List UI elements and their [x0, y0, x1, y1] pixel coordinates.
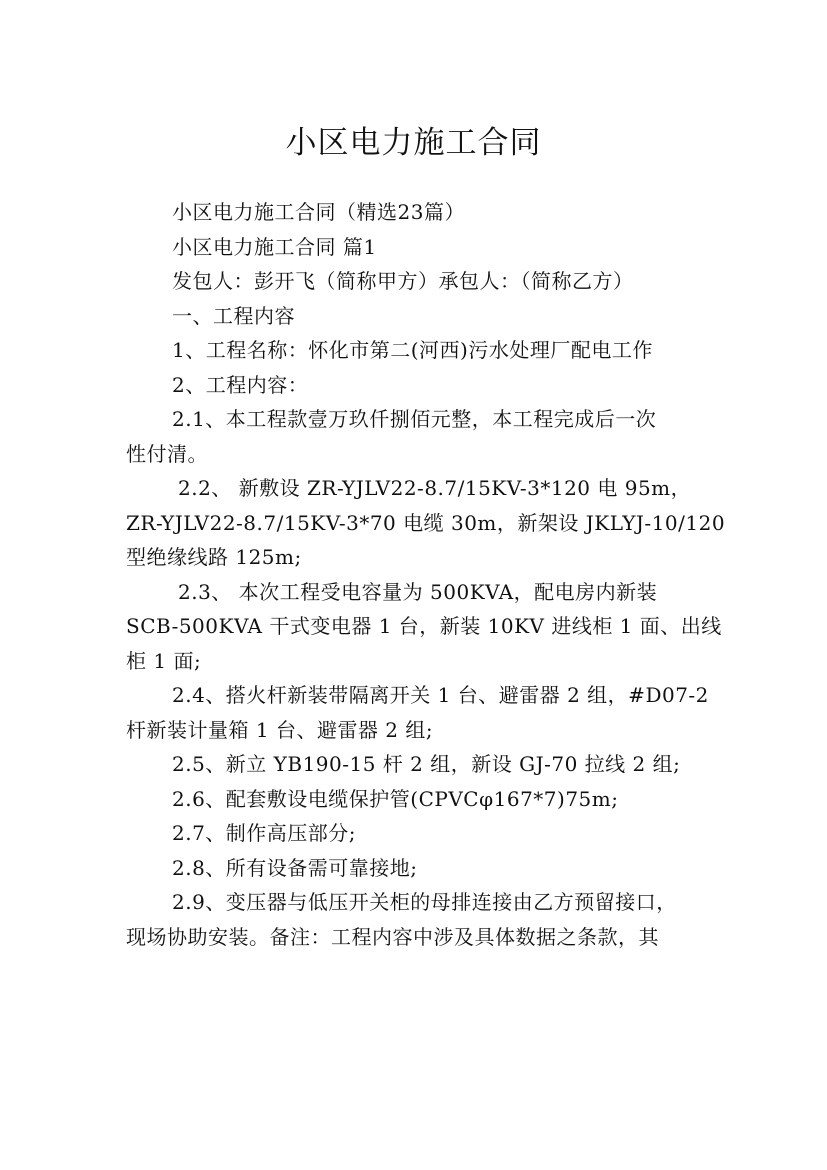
clause-2-2-line-2: ZR-YJLV22-8.7/15KV-3*70 电缆 30m，新架设 JKLYJ-10/120 [126, 510, 726, 535]
clause-2-6: 2.6、配套敷设电缆保护管(CPVCφ167*7)75m; [172, 786, 619, 811]
clause-2-1-line-1: 2.1、本工程款壹万玖仟捌佰元整，本工程完成后一次 [172, 407, 657, 431]
clause-2-3-line-3: 柜 1 面; [126, 648, 202, 673]
clause-2-9-line-1: 2.9、变压器与低压开关柜的母排连接由乙方预留接口， [172, 890, 677, 914]
clause-2-2-line-3: 型绝缘线路 125m; [126, 545, 302, 569]
clause-2-4 [126, 678, 710, 747]
clause-2-1-line-2: 性付清。 [126, 441, 208, 466]
clause-2-4-line-2: 杆新装计量箱 1 台、避雷器 2 组; [126, 717, 434, 742]
document-body [126, 195, 726, 954]
clause-2-4-line-1: 2.4、搭火杆新装带隔离开关 1 台、避雷器 2 组，#D07-2 [172, 683, 709, 707]
clause-2-8: 2.8、所有设备需可靠接地; [172, 855, 418, 880]
clause-heading: 一、工程内容 [172, 303, 295, 328]
clause-2-2 [126, 471, 726, 575]
section-heading: 小区电力施工合同 篇1 [172, 234, 377, 259]
clause-2-2-line-1: 2.2、 新敷设 ZR-YJLV22-8.7/15KV-3*120 电 95m， [178, 476, 692, 500]
clause-2-9-line-2: 现场协助安装。备注：工程内容中涉及具体数据之条款，其 [126, 924, 659, 949]
project-content-heading: 2、工程内容： [172, 372, 309, 397]
document-title: 小区电力施工合同 [285, 124, 542, 161]
subtitle-line: 小区电力施工合同（精选23篇） [172, 200, 465, 224]
clause-2-3-line-2: SCB-500KVA 干式变电器 1 台，新装 10KV 进线柜 1 面、出线 [126, 614, 722, 638]
project-name-line: 1、工程名称：怀化市第二(河西)污水处理厂配电工作 [172, 338, 653, 362]
clause-2-9 [126, 885, 710, 954]
parties-line: 发包人：彭开飞（简称甲方）承包人：（简称乙方） [172, 269, 634, 293]
clause-2-1 [126, 402, 710, 471]
clause-2-3-line-1: 2.3、 本次工程受电容量为 500KVA，配电房内新装 [178, 579, 658, 604]
clause-2-5: 2.5、新立 YB190-15 杆 2 组，新设 GJ-70 拉线 2 组; [172, 752, 681, 776]
clause-2-3 [126, 575, 722, 679]
clause-2-7: 2.7、制作高压部分; [172, 821, 357, 845]
